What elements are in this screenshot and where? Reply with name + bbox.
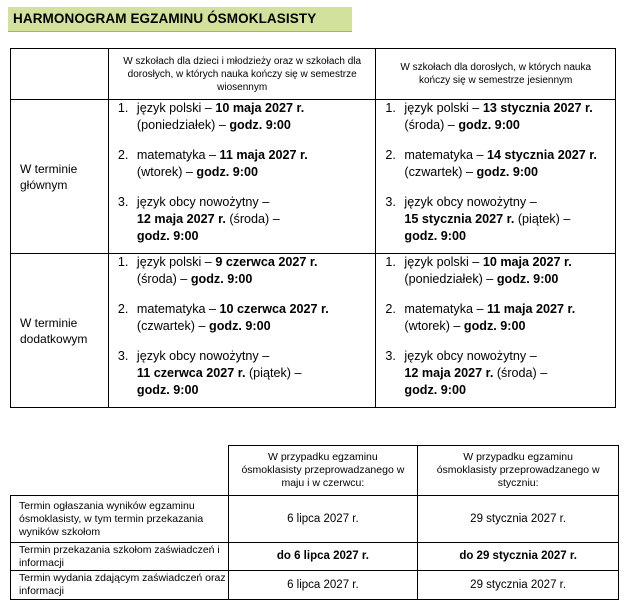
weekday: (wtorek) – [136, 165, 197, 179]
item-number: 3. [117, 349, 129, 363]
table-row-additional-term [11, 254, 616, 408]
subject: język obcy nowożytny – [404, 195, 537, 209]
bottom-col2-header-text: W przypadku egzaminu ósmoklasisty przeprowadzanego w styczniu: [436, 451, 600, 489]
list-item [109, 147, 375, 181]
list-item [376, 100, 615, 134]
list-item [109, 254, 375, 288]
exam-time: godz. 9:00 [458, 118, 520, 132]
exam-list [109, 100, 375, 245]
table-row-main-term [11, 100, 616, 254]
list-item [376, 301, 615, 335]
subject: matematyka – [404, 302, 487, 316]
main-term-col2 [376, 100, 616, 254]
subject: język obcy nowożytny – [136, 349, 270, 363]
bottom-col1-header [228, 446, 418, 496]
exam-time: godz. 9:00 [404, 229, 466, 243]
additional-term-col1 [108, 254, 375, 408]
bottom-col2-header [418, 446, 619, 496]
col2-header [376, 49, 616, 100]
weekday: (środa) – [404, 118, 459, 132]
exam-list [109, 254, 375, 399]
item-number: 3. [385, 195, 396, 209]
list-item [109, 100, 375, 134]
row-label-line: głównym [20, 177, 68, 192]
date-may-june: do 6 lipca 2027 r. [228, 543, 418, 571]
row-label-line: W terminie [20, 315, 78, 330]
date-january: 29 stycznia 2027 r. [418, 496, 619, 543]
weekday: (czwartek) – [404, 165, 477, 179]
row-label-additional [11, 254, 109, 408]
subject: język polski – [136, 101, 216, 115]
exam-date: 11 maja 2027 r. [219, 148, 308, 162]
weekday: (piątek) – [514, 212, 571, 226]
list-item [109, 194, 375, 245]
corner-cell [11, 49, 109, 100]
exam-time: godz. 9:00 [136, 383, 199, 397]
table-row [11, 571, 619, 600]
exam-date: 10 maja 2027 r. [482, 255, 572, 269]
exam-date: 10 maja 2027 r. [215, 101, 305, 115]
weekday: (wtorek) – [404, 319, 464, 333]
title-bar [8, 7, 352, 32]
subject: matematyka – [136, 148, 220, 162]
main-term-col1 [108, 100, 375, 254]
subject: język polski – [404, 255, 483, 269]
subject: język obcy nowożytny – [136, 195, 270, 209]
col1-header [108, 49, 375, 100]
item-number: 1. [117, 101, 129, 115]
item-number: 3. [385, 349, 396, 363]
exam-date: 15 stycznia 2027 r. [404, 212, 515, 226]
item-number: 2. [117, 302, 129, 316]
list-item [376, 254, 615, 288]
exam-date: 12 maja 2027 r. [136, 212, 226, 226]
exam-date: 10 czerwca 2027 r. [219, 302, 329, 316]
exam-time: godz. 9:00 [463, 319, 526, 333]
exam-time: godz. 9:00 [196, 165, 258, 179]
weekday: (środa) – [136, 272, 191, 286]
exam-list [376, 100, 615, 245]
exam-time: godz. 9:00 [496, 272, 559, 286]
row-label-line: W terminie [20, 161, 78, 176]
table-row [11, 543, 619, 571]
exam-time: godz. 9:00 [229, 118, 291, 132]
list-item [376, 194, 615, 245]
exam-date: 9 czerwca 2027 r. [215, 255, 318, 269]
exam-time: godz. 9:00 [190, 272, 253, 286]
results-schedule-table [10, 445, 619, 600]
item-number: 2. [117, 148, 129, 162]
weekday: (poniedziałek) – [404, 272, 497, 286]
list-item [109, 348, 375, 399]
subject: język polski – [136, 255, 216, 269]
exam-list [376, 254, 615, 399]
table-row [11, 496, 619, 543]
weekday: (środa) – [493, 366, 548, 380]
additional-term-col2 [376, 254, 616, 408]
item-number: 2. [385, 302, 396, 316]
weekday: (poniedziałek) – [136, 118, 230, 132]
item-number: 1. [385, 101, 396, 115]
item-number: 3. [117, 195, 129, 209]
exam-date: 11 maja 2027 r. [487, 302, 576, 316]
date-may-june: 6 lipca 2027 r. [228, 496, 418, 543]
exam-time: godz. 9:00 [404, 383, 466, 397]
list-item [376, 147, 615, 181]
row-label-line: dodatkowym [20, 331, 88, 346]
date-january: do 29 stycznia 2027 r. [418, 543, 619, 571]
row-label: Termin przekazania szkołom zaświadczeń i informacji [11, 543, 229, 571]
exam-date: 11 czerwca 2027 r. [136, 366, 246, 380]
subject: język obcy nowożytny – [404, 349, 537, 363]
list-item [376, 348, 615, 399]
exam-date: 12 maja 2027 r. [404, 366, 494, 380]
col2-header-text: W szkołach dla dorosłych, w których nauka kończy się w semestrze jesiennym [400, 62, 592, 86]
exam-schedule-table [10, 48, 616, 408]
item-number: 1. [117, 255, 129, 269]
subject: język polski – [404, 101, 483, 115]
date-may-june: 6 lipca 2027 r. [228, 571, 418, 600]
subject: matematyka – [136, 302, 220, 316]
row-label: Termin ogłaszania wyników egzaminu ósmoklasisty, w tym termin przekazania wyników szkołom [11, 496, 229, 543]
list-item [109, 301, 375, 335]
col1-header-text: W szkołach dla dzieci i młodzieży oraz w szkołach dla dorosłych, w których nauka kończy się w semestrze wiosennym [123, 55, 362, 93]
row-label: Termin wydania zdającym zaświadczeń oraz informacji [11, 571, 229, 600]
bottom-col1-header-text: W przypadku egzaminu ósmoklasisty przeprowadzanego w maju i w czerwcu: [241, 451, 405, 489]
exam-time: godz. 9:00 [136, 229, 199, 243]
weekday: (piątek) – [245, 366, 302, 380]
exam-time: godz. 9:00 [476, 165, 539, 179]
subject: matematyka – [404, 148, 487, 162]
item-number: 2. [385, 148, 396, 162]
weekday: (czwartek) – [136, 319, 209, 333]
exam-date: 14 stycznia 2027 r. [487, 148, 597, 162]
row-label-main [11, 100, 109, 254]
page-title: HARMONOGRAM EGZAMINU ÓSMOKLASISTY [13, 11, 317, 26]
exam-time: godz. 9:00 [209, 319, 271, 333]
item-number: 1. [385, 255, 396, 269]
exam-date: 13 stycznia 2027 r. [482, 101, 593, 115]
weekday: (środa) – [225, 212, 280, 226]
date-january: 29 stycznia 2027 r. [418, 571, 619, 600]
empty-corner [11, 446, 229, 496]
